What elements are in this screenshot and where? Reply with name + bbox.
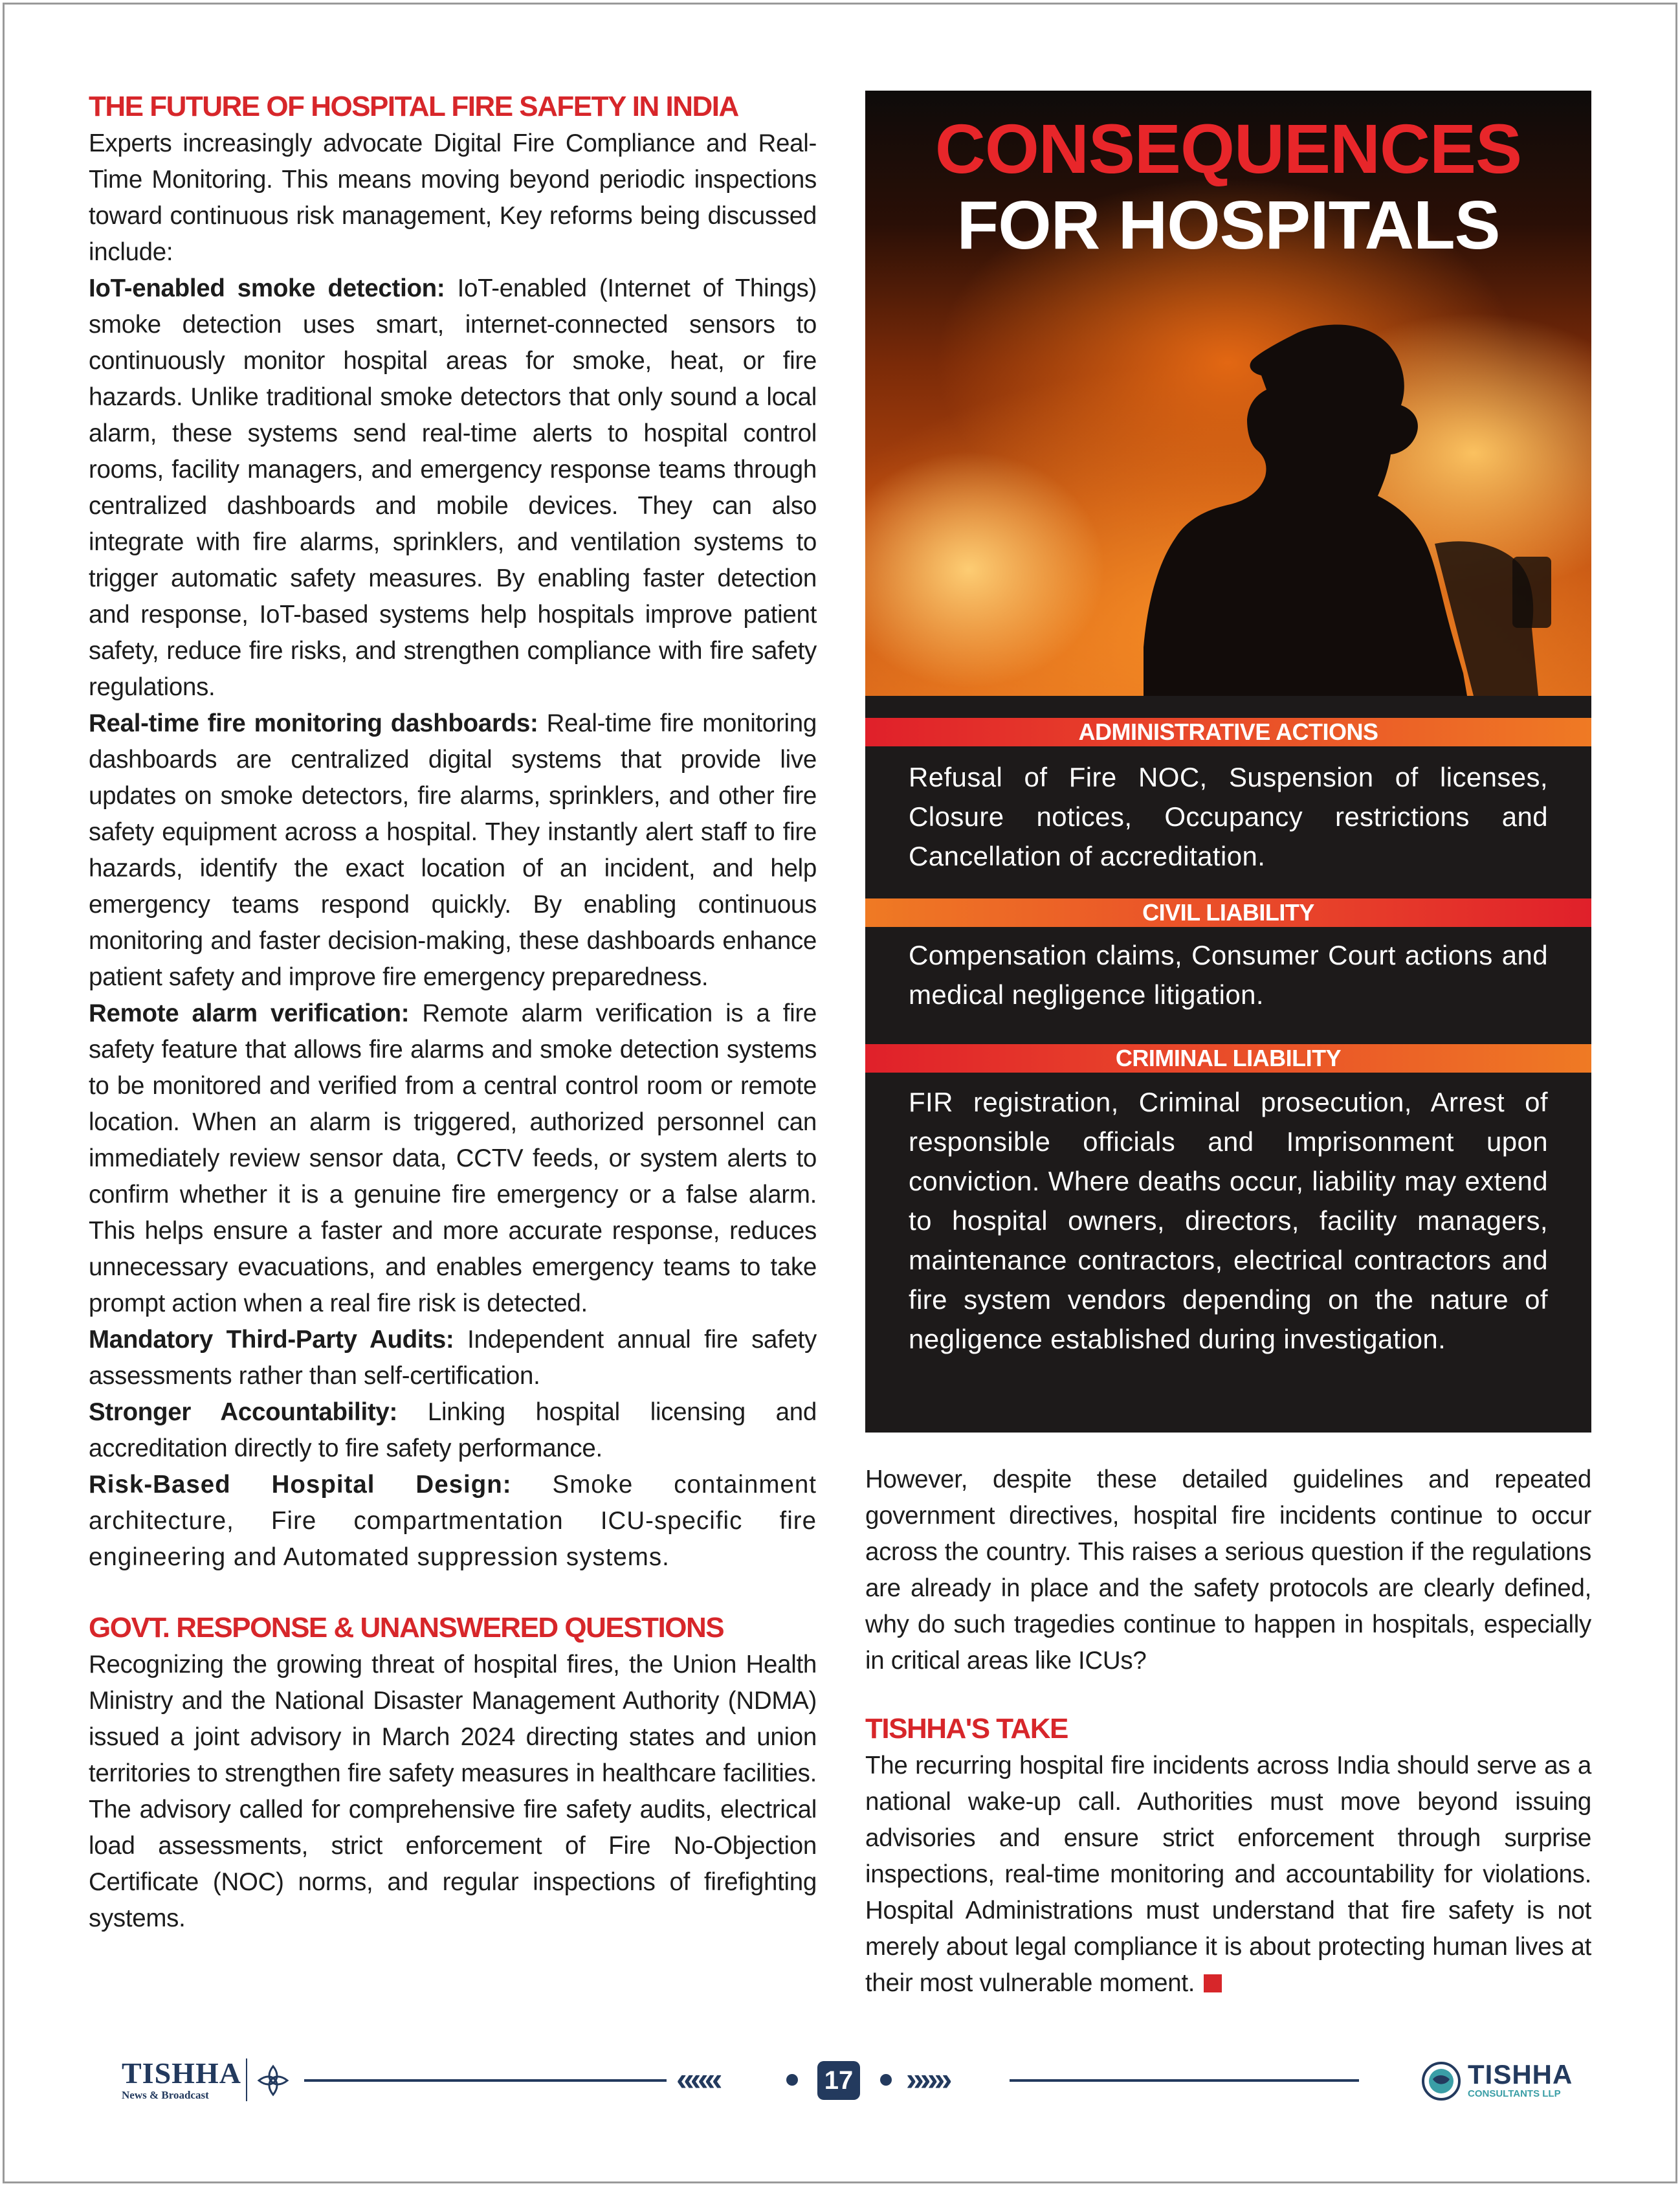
firefighter-hero-image <box>865 91 1591 696</box>
panel-title-for-hospitals: FOR HOSPITALS <box>956 187 1500 263</box>
reform-term: Real-time fire monitoring dashboards: <box>89 709 538 737</box>
reform-item <box>89 1394 817 1467</box>
reform-term: Risk-Based Hospital Design: <box>89 1471 512 1499</box>
reform-term: Mandatory Third-Party Audits: <box>89 1326 454 1354</box>
civil-liability-text: Compensation claims, Consumer Court actions and medical negligence litigation. <box>909 940 1548 1010</box>
reform-term: Stronger Accountability: <box>89 1398 398 1426</box>
section-heading-future: THE FUTURE OF HOSPITAL FIRE SAFETY IN INDIA <box>89 91 738 122</box>
reform-text: Linking hospital licensing and accreditation directly to fire safety performance. <box>89 1398 817 1462</box>
section-heading-tishhas-take: TISHHA'S TAKE <box>865 1713 1068 1745</box>
footer-rule-left <box>304 2079 667 2082</box>
reform-text: IoT-enabled (Internet of Things) smoke detection uses smart, internet-connected sensors to continuously monitor hospital areas for smoke, heat, or fire hazards. Unlike traditional smoke detectors that only sound a local alarm, these systems send real-time alerts to hospital control rooms, facility managers, and emergency response teams through centralized dashboards and mobile devices. They can also integrate with fire alarms, sprinklers, and ventilation systems to trigger automatic safety measures. By enabling faster detection and response, IoT-based systems help hospitals improve patient safety, reduce fire risks, and strengthen compliance with fire safety regulations. <box>89 274 817 701</box>
reform-text: Independent annual fire safety assessments rather than self-certification. <box>89 1326 817 1390</box>
tishha-news-logo <box>122 2058 241 2102</box>
lotus-icon <box>254 2061 293 2100</box>
logo-divider <box>246 2058 247 2101</box>
footer <box>0 2046 1680 2117</box>
reform-item <box>89 1467 817 1576</box>
tishhas-take-text: The recurring hospital fire incidents across India should serve as a national wake-up call. Authorities must move beyond issuing advisories and ensure strict enforcement through surprise inspections, real-time monitoring and accountability for violations. Hospital Administrations must understand that fire safety is not merely about legal compliance it is about protecting human lives at their most vulnerable moment. <box>865 1752 1591 1997</box>
administrative-actions-text: Refusal of Fire NOC, Suspension of licenses, Closure notices, Occupancy restrictions and Cancellation of accreditation. <box>909 762 1548 871</box>
chevrons-left-icon: ««« <box>676 2061 719 2097</box>
intro-paragraph: Experts increasingly advocate Digital Fire Compliance and Real-Time Monitoring. This means moving beyond periodic inspections toward continuous risk management, Key reforms being discussed include: <box>89 129 817 266</box>
left-logo-sub: News & Broadcast <box>122 2089 209 2101</box>
reform-text: Smoke containment architecture, Fire compartmentation ICU-specific fire engineering and Automated suppression systems. <box>89 1471 817 1571</box>
consequences-panel <box>865 91 1591 1433</box>
panel-title-consequences: CONSEQUENCES <box>934 109 1522 188</box>
reform-text: Remote alarm verification is a fire safety feature that allows fire alarms and smoke detection systems to be monitored and verified from a central control room or remote location. When an alarm is triggered, authorized personnel can immediately review sensor data, CCTV feeds, or system alerts to confirm whether it is a genuine fire emergency or a false alarm. This helps ensure a faster and more accurate response, reduces unnecessary evacuations, and enables emergency teams to take prompt action when a real fire risk is detected. <box>89 999 817 1317</box>
reform-item <box>89 1322 817 1394</box>
page-number: 17 <box>817 2061 860 2100</box>
section-heading-govt-response: GOVT. RESPONSE & UNANSWERED QUESTIONS <box>89 1612 724 1644</box>
reform-item <box>89 706 817 996</box>
globe-icon <box>1421 2061 1461 2101</box>
left-column <box>89 89 817 1937</box>
section-bar-criminal: CRIMINAL LIABILITY <box>865 1044 1591 1073</box>
reform-text: Real-time fire monitoring dashboards are centralized digital systems that provide live updates on smoke detectors, fire alarms, sprinklers, and other fire safety equipment across a hospital. They instantly alert staff to fire hazards, identify the exact location of an incident, and help emergency teams respond quickly. By enabling continuous monitoring and faster decision-making, these dashboards enhance patient safety and improve fire emergency preparedness. <box>89 709 817 991</box>
right-logo-name: TISHHA <box>1468 2059 1573 2090</box>
reform-item <box>89 996 817 1322</box>
section-bar-administrative: ADMINISTRATIVE ACTIONS <box>865 718 1591 746</box>
reform-term: IoT-enabled smoke detection: <box>89 274 445 302</box>
continuation-paragraph: However, despite these detailed guidelines and repeated government directives, hospital fire incidents continue to occur across the country. This raises a serious question if the regulations are already in place and the safety protocols are clearly defined, why do such tragedies continue to happen in hospitals, especially in critical areas like ICUs? <box>865 1466 1591 1675</box>
right-logo-sub: CONSULTANTS LLP <box>1468 2088 1561 2099</box>
end-mark-icon <box>1204 1974 1222 1992</box>
footer-dot-left <box>786 2074 798 2086</box>
chevrons-right-icon: »»» <box>906 2061 949 2097</box>
footer-rule-right <box>1010 2079 1359 2082</box>
tishha-consultants-logo <box>1421 2060 1576 2105</box>
left-logo-name: TISHHA <box>122 2057 241 2090</box>
criminal-liability-text: FIR registration, Criminal prosecution, Arrest of responsible officials and Imprisonment upon conviction. Where deaths occur, liability may extend to hospital owners, directors, facility managers, maintenance contractors, electrical contractors and fire system vendors depending on the nature of negligence established during investigation. <box>909 1087 1548 1354</box>
section-bar-civil: CIVIL LIABILITY <box>865 898 1591 927</box>
tishhas-take-paragraph <box>865 1748 1591 2002</box>
govt-response-paragraph: Recognizing the growing threat of hospital fires, the Union Health Ministry and the National Disaster Management Authority (NDMA) issued a joint advisory in March 2024 directing states and union territories to strengthen fire safety measures in healthcare facilities. The advisory called for comprehensive fire safety audits, electrical load assessments, strict enforcement of Fire No-Objection Certificate (NOC) norms, and regular inspections of firefighting systems. <box>89 1651 817 1932</box>
right-column <box>865 1462 1591 2002</box>
footer-dot-right <box>880 2074 892 2086</box>
reform-term: Remote alarm verification: <box>89 999 410 1027</box>
reform-item <box>89 271 817 706</box>
